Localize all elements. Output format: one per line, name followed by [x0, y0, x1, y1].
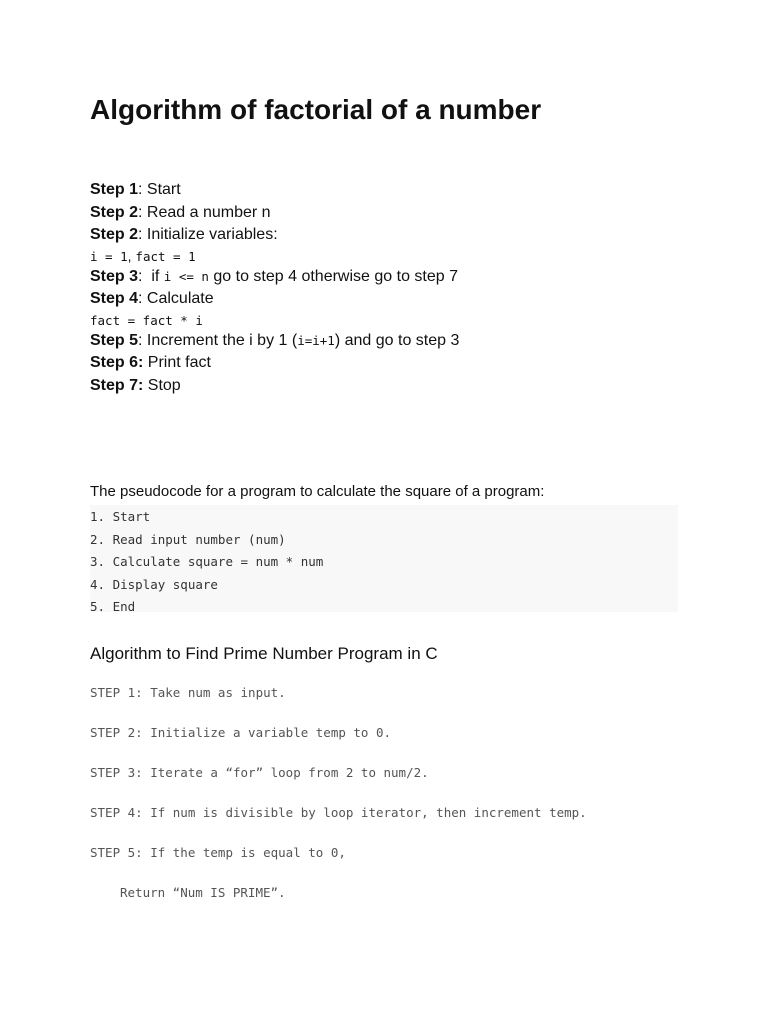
code-line: 1. Start [90, 509, 151, 524]
step-3-post: go to step 4 otherwise go to step 7 [208, 267, 458, 285]
square-intro: The pseudocode for a program to calculate the square of a program: [90, 483, 545, 500]
prime-steps [90, 683, 690, 923]
step-1-label: Step 1 [90, 181, 139, 198]
init-code-i: i = 1 [90, 248, 128, 264]
step-4 [90, 288, 690, 311]
step-5-code: i=i+1 [297, 332, 335, 348]
code-line: 5. End [90, 599, 136, 614]
step-3 [90, 266, 690, 289]
square-code-block [90, 505, 678, 612]
step-2-read-label: Step 2 [90, 203, 139, 221]
prime-return-line: Return “Num IS PRIME”. [120, 885, 286, 900]
step-6-label: Step 6: [90, 354, 144, 371]
step-4-text: : Calculate [138, 290, 214, 307]
step-3-pre: : if [138, 267, 164, 285]
code-line: 4. Display square [90, 576, 218, 592]
code-line: 3. Calculate square = num * num [90, 554, 324, 569]
step-3-label: Step 3 [90, 267, 139, 285]
step-5 [90, 330, 690, 353]
prime-step: STEP 5: If the temp is equal to 0, [90, 845, 346, 860]
prime-heading: Algorithm to Find Prime Number Program in C [90, 644, 438, 663]
step-2-read [90, 202, 690, 225]
calc-code: fact = fact * i [90, 312, 203, 328]
factorial-steps [90, 179, 690, 397]
step-5-pre: : Increment the i by 1 ( [138, 331, 298, 349]
step-1-text: : Start [138, 181, 181, 198]
step-5-post: ) and go to step 3 [334, 331, 460, 349]
step-4-label: Step 4 [90, 290, 139, 307]
step-6 [90, 352, 690, 375]
page-title: Algorithm of factorial of a number [90, 94, 542, 125]
step-7 [90, 375, 690, 398]
code-line: 2. Read input number (num) [90, 531, 286, 547]
step-1 [90, 179, 690, 202]
step-7-label: Step 7: [90, 376, 144, 394]
prime-step: STEP 2: Initialize a variable temp to 0. [90, 725, 392, 740]
prime-step: STEP 4: If num is divisible by loop iterator, then increment temp. [90, 805, 587, 820]
step-3-code: i <= n [163, 268, 209, 284]
step-6-text: Print fact [143, 354, 211, 371]
init-code-fact: fact = 1 [135, 248, 196, 264]
prime-step: STEP 1: Take num as input. [90, 685, 286, 700]
step-2-read-text: : Read a number n [138, 203, 271, 221]
step-5-label: Step 5 [90, 331, 139, 349]
step-7-text: Stop [143, 376, 181, 394]
init-code [90, 247, 690, 266]
step-2-init [90, 224, 690, 247]
prime-step: STEP 3: Iterate a “for” loop from 2 to num/2. [90, 765, 429, 780]
init-code-separator: , [127, 247, 136, 264]
step-2-init-text: : Initialize variables: [138, 226, 278, 243]
step-2-init-label: Step 2 [90, 226, 139, 243]
